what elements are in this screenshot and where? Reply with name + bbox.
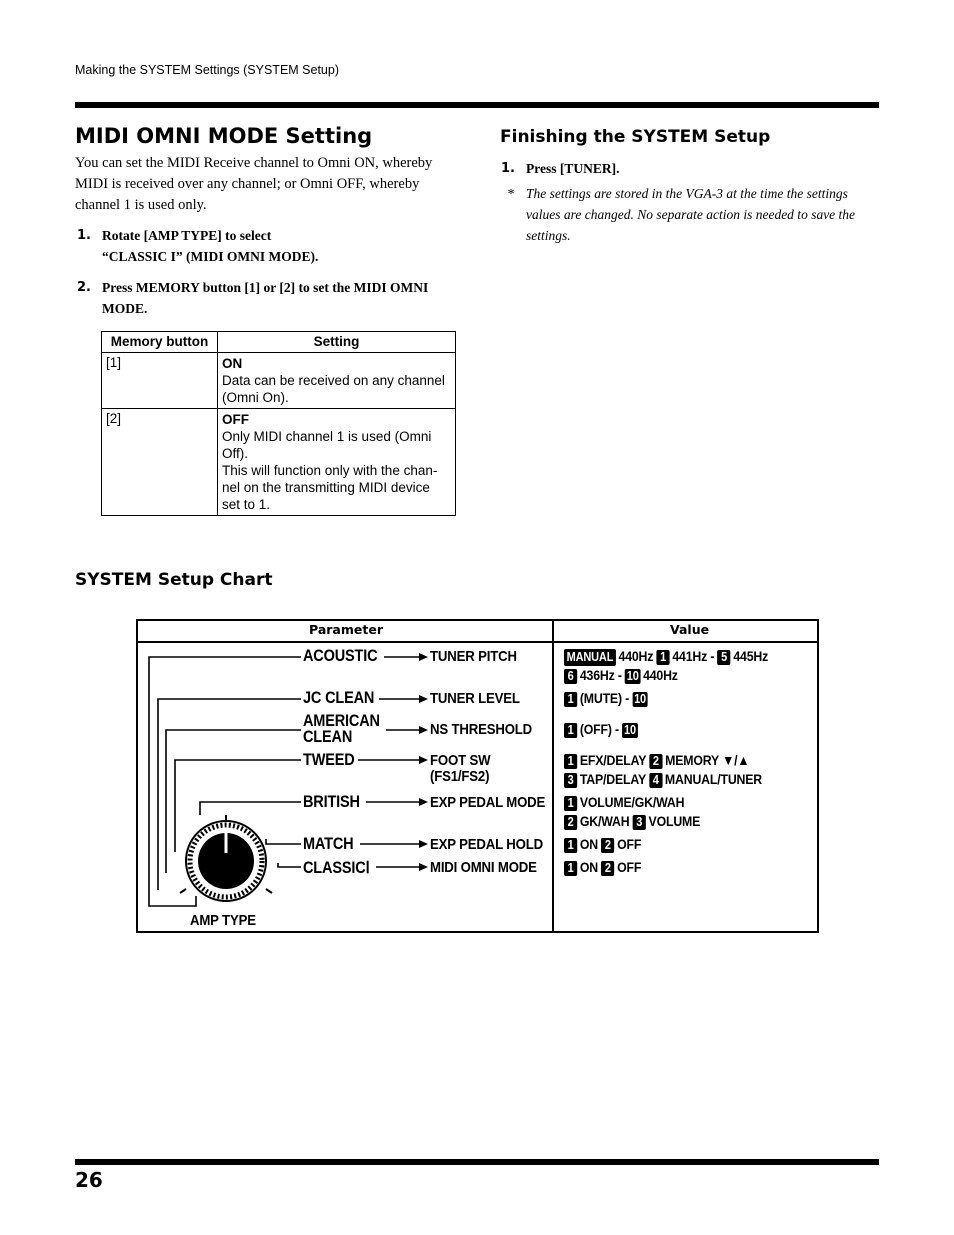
note-line: values are changed. No separate action is needed to save the xyxy=(526,207,856,222)
number-badge: 1 xyxy=(657,650,670,665)
table-cell: [1] xyxy=(102,353,218,409)
step-line: Rotate [AMP TYPE] to select xyxy=(102,228,272,243)
value-text: OFF xyxy=(617,836,642,852)
value-text: TAP/DELAY xyxy=(579,771,646,787)
amp-american: AMERICAN xyxy=(303,712,380,730)
note-line: The settings are stored in the VGA-3 at the time the settings xyxy=(526,186,848,201)
amp-classic-i: CLASSICⅠ xyxy=(303,859,370,877)
param-exp-pedal-mode: EXP PEDAL MODE xyxy=(430,794,546,811)
arrow-head xyxy=(419,798,428,806)
value-foot-sw-2 xyxy=(564,771,762,788)
midi-omni-title: MIDI OMNI MODE Setting xyxy=(75,124,373,148)
value-tuner-level xyxy=(564,690,650,707)
value-foot-sw-1 xyxy=(564,752,749,769)
amp-type-diagram xyxy=(136,641,556,933)
table-cell xyxy=(218,409,456,516)
number-badge: 5 xyxy=(718,650,731,665)
number-badge: 2 xyxy=(564,815,577,830)
manual-badge: MANUAL xyxy=(564,649,616,666)
number-badge: 1 xyxy=(564,754,577,769)
value-text: VOLUME xyxy=(648,813,701,829)
arrow-head xyxy=(419,756,428,764)
intro-line: You can set the MIDI Receive channel to Omni ON, whereby xyxy=(75,155,433,171)
param-foot-sw-sub: (FS1/FS2) xyxy=(430,768,490,785)
param-tuner-pitch: TUNER PITCH xyxy=(430,648,517,665)
value-text: GK/WAH xyxy=(579,813,630,829)
step-number: 1. xyxy=(77,228,91,243)
value-text: 440Hz xyxy=(618,648,654,664)
step-number: 2. xyxy=(77,280,91,295)
running-head: Making the SYSTEM Settings (SYSTEM Setup) xyxy=(75,63,339,77)
connector-line xyxy=(266,839,301,844)
arrow-head xyxy=(419,653,428,661)
value-ns-threshold xyxy=(564,721,640,738)
number-badge: 6 xyxy=(564,669,577,684)
param-exp-pedal-hold: EXP PEDAL HOLD xyxy=(430,836,543,853)
intro-line: channel 1 is used only. xyxy=(75,197,207,213)
setting-title: OFF xyxy=(222,412,249,427)
arrow-head xyxy=(419,840,428,848)
value-tuner-pitch-1 xyxy=(564,648,768,666)
value-midi-omni xyxy=(564,859,641,876)
table-header: Setting xyxy=(218,332,456,353)
value-text: VOLUME/GK/WAH xyxy=(579,794,685,810)
setting-title: ON xyxy=(222,356,243,371)
value-text: 436Hz - xyxy=(579,667,622,683)
setting-line: (Omni On). xyxy=(222,390,289,405)
number-badge: 3 xyxy=(564,773,577,788)
setting-line: Data can be received on any channel xyxy=(222,373,445,388)
step-text xyxy=(102,277,428,319)
step-line: “CLASSIC I” (MIDI OMNI MODE). xyxy=(102,249,319,264)
value-text: OFF xyxy=(617,859,642,875)
value-text: MEMORY ▼/▲ xyxy=(665,752,750,768)
arrow-head xyxy=(419,726,428,734)
amp-clean: CLEAN xyxy=(303,728,353,746)
number-badge: 1 xyxy=(564,692,577,707)
value-text: (OFF) - xyxy=(579,721,619,737)
amp-british: BRITISH xyxy=(303,793,360,811)
value-text: (MUTE) - xyxy=(579,690,630,706)
value-exp-hold xyxy=(564,836,641,853)
value-text: ON xyxy=(579,836,598,852)
parameter-header: Parameter xyxy=(309,622,383,637)
bottom-rule xyxy=(75,1159,879,1165)
number-badge: 2 xyxy=(601,838,614,853)
param-tuner-level: TUNER LEVEL xyxy=(430,690,520,707)
note-text xyxy=(526,183,855,246)
value-exp-mode-2 xyxy=(564,813,700,830)
number-badge: 3 xyxy=(633,815,646,830)
arrow-head xyxy=(419,863,428,871)
value-tuner-pitch-2 xyxy=(564,667,678,684)
amp-type-knob xyxy=(180,815,272,901)
intro-line: MIDI is received over any channel; or Omni OFF, whereby xyxy=(75,176,420,192)
connector-line xyxy=(278,863,301,867)
number-badge: 1 xyxy=(564,861,577,876)
knob-label: AMP TYPE xyxy=(190,912,256,929)
value-text: 440Hz xyxy=(643,667,678,683)
value-exp-mode-1 xyxy=(564,794,684,811)
setting-line: Off). xyxy=(222,446,249,461)
note-line: settings. xyxy=(526,228,571,243)
table-cell xyxy=(218,353,456,409)
setting-line: set to 1. xyxy=(222,497,271,512)
param-ns-threshold: NS THRESHOLD xyxy=(430,721,533,738)
number-badge: 2 xyxy=(649,754,662,769)
value-text: MANUAL/TUNER xyxy=(664,771,763,787)
step-number: 1. xyxy=(501,161,515,176)
chart-title: SYSTEM Setup Chart xyxy=(75,570,273,590)
number-badge: 2 xyxy=(601,861,614,876)
number-badge: 10 xyxy=(626,669,639,683)
value-text: ON xyxy=(579,859,598,875)
amp-acoustic: ACOUSTIC xyxy=(303,647,378,665)
value-text: EFX/DELAY xyxy=(579,752,647,768)
value-text: 445Hz xyxy=(733,648,769,664)
step-text xyxy=(102,225,318,267)
param-foot-sw: FOOT SW xyxy=(430,752,491,769)
table-row xyxy=(102,353,456,409)
setting-line: nel on the transmitting MIDI device xyxy=(222,480,430,495)
connector-line xyxy=(200,802,301,815)
param-midi-omni-mode: MIDI OMNI MODE xyxy=(430,859,537,876)
step-text: Press [TUNER]. xyxy=(526,161,620,176)
amp-match: MATCH xyxy=(303,835,354,853)
finishing-title: Finishing the SYSTEM Setup xyxy=(500,127,771,147)
amp-jc-clean: JC CLEAN xyxy=(303,689,375,707)
value-text: 441Hz - xyxy=(672,648,715,664)
number-badge: 1 xyxy=(564,723,577,738)
value-header: Value xyxy=(670,622,710,637)
table-row xyxy=(102,409,456,516)
amp-tweed: TWEED xyxy=(303,751,355,769)
page-number: 26 xyxy=(75,1168,103,1192)
table-header: Memory button xyxy=(102,332,218,353)
step-line: MODE. xyxy=(102,301,148,316)
number-badge: 1 xyxy=(564,838,577,853)
number-badge: 4 xyxy=(649,773,662,788)
number-badge: 10 xyxy=(634,692,646,706)
setting-line: Only MIDI channel 1 is used (Omni xyxy=(222,429,432,444)
number-badge: 1 xyxy=(564,796,577,811)
step-line: Press MEMORY button [1] or [2] to set the MIDI OMNI xyxy=(102,280,429,295)
note-mark: * xyxy=(507,186,514,201)
number-badge: 10 xyxy=(624,723,636,737)
table-cell: [2] xyxy=(102,409,218,516)
midi-intro xyxy=(75,153,432,216)
top-rule xyxy=(75,102,879,108)
arrow-head xyxy=(419,695,428,703)
setting-line: This will function only with the chan- xyxy=(222,463,438,478)
memory-button-table xyxy=(101,331,456,516)
